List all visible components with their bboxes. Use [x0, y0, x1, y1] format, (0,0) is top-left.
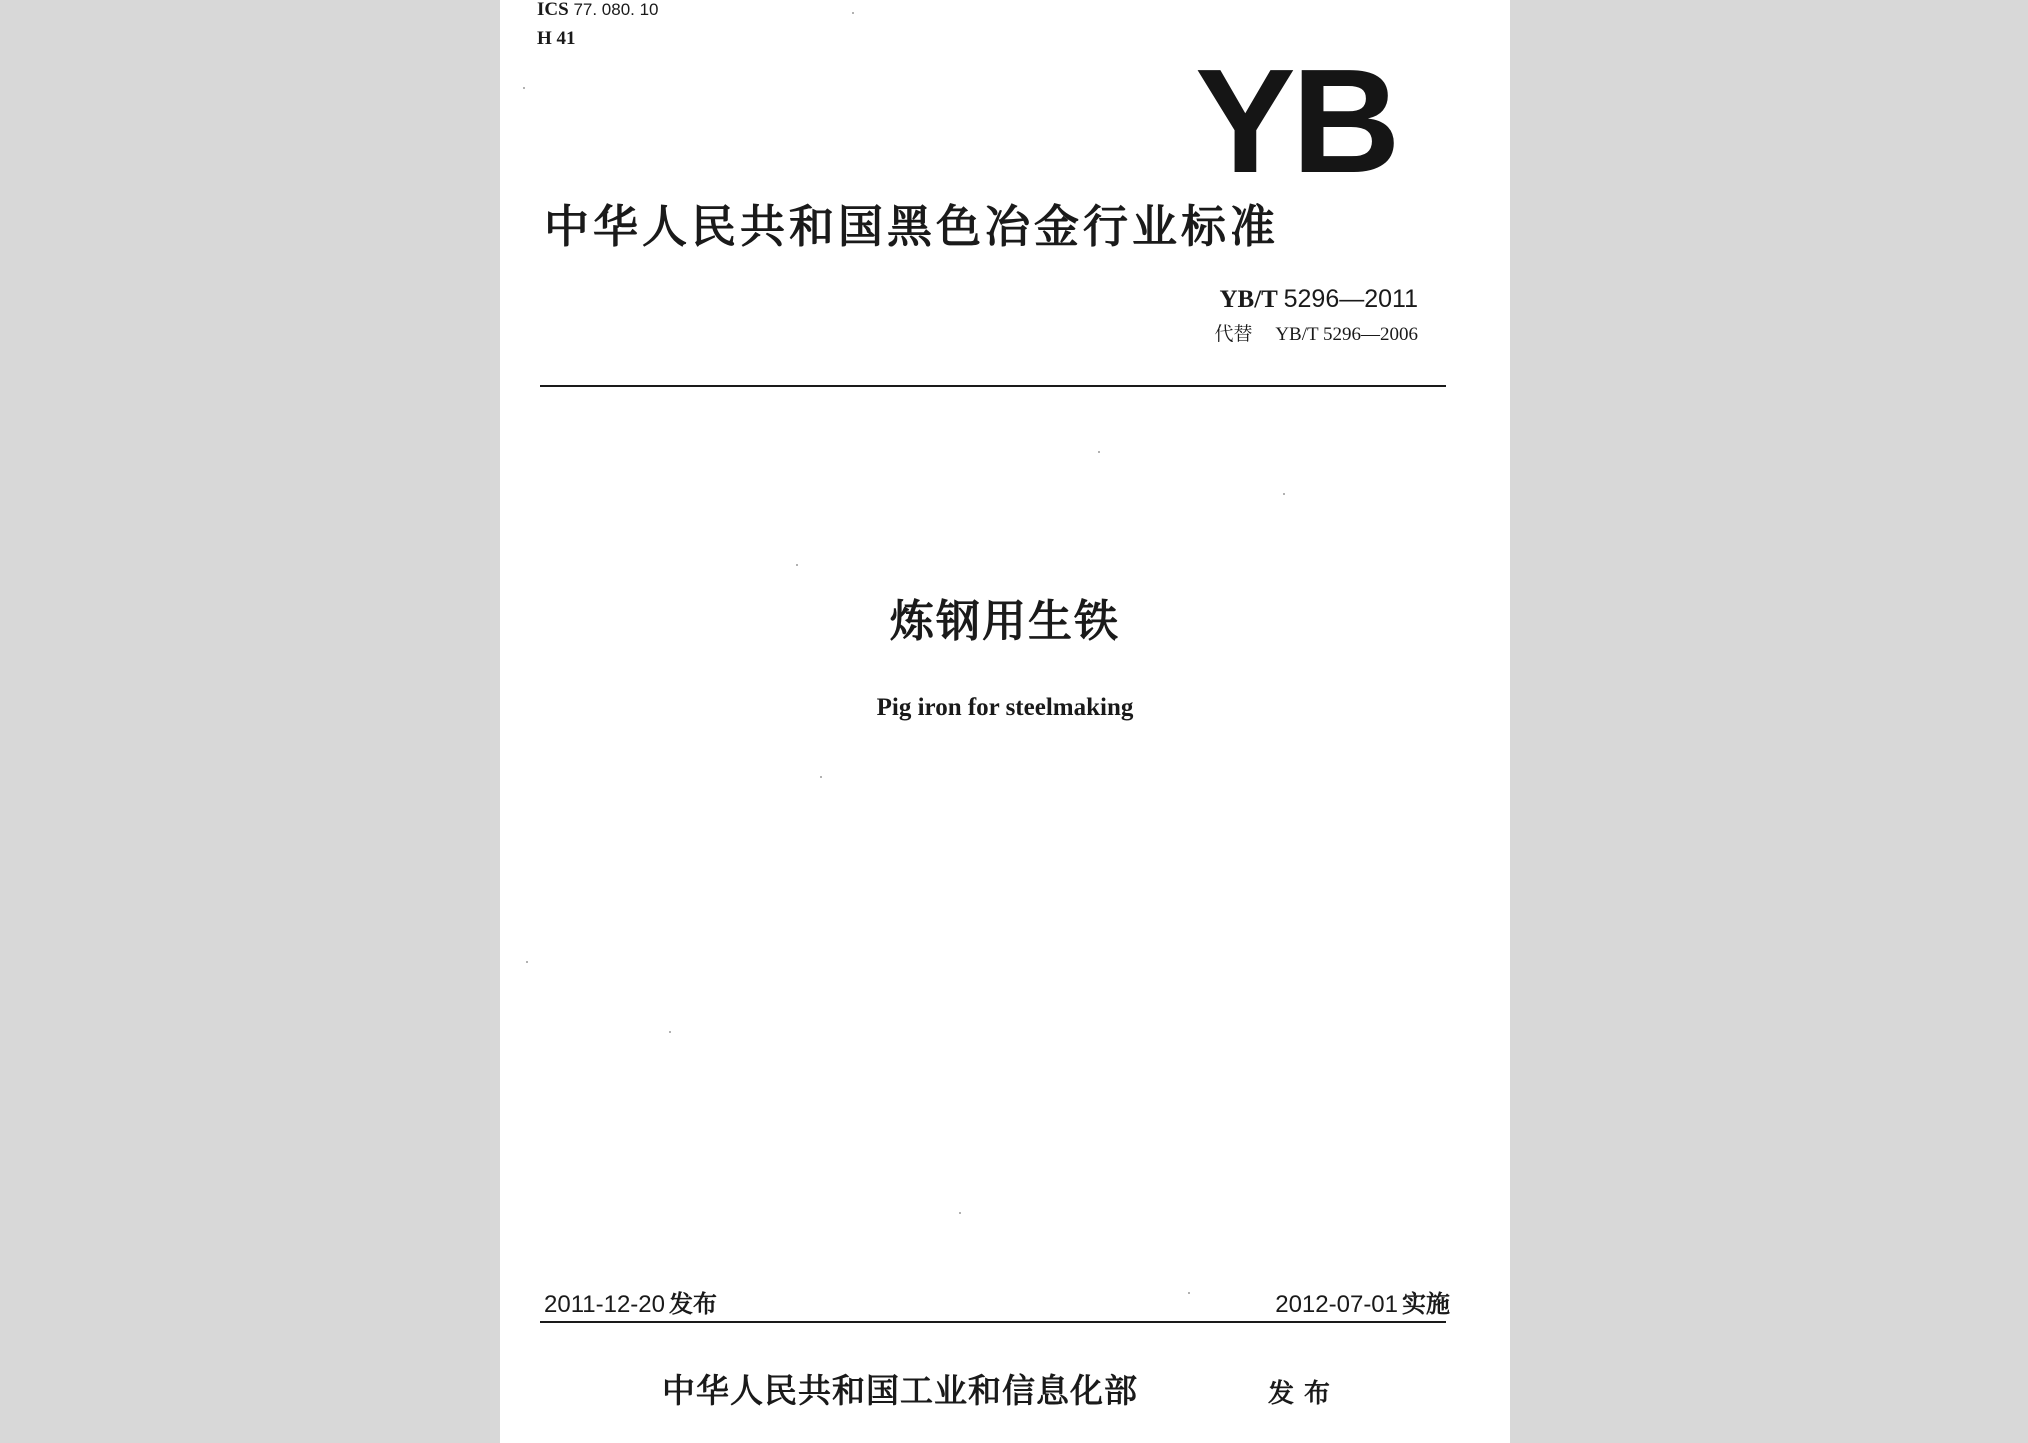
header-divider: [540, 385, 1446, 387]
standard-number: [1219, 287, 1418, 312]
yb-logo: YB: [1195, 39, 1397, 204]
scan-speck: [820, 776, 822, 778]
replaced-standard-number: YB/T 5296—2006: [1275, 324, 1418, 345]
effective-date: [1275, 1292, 1450, 1317]
standard-number-prefix: YB/T: [1219, 286, 1278, 313]
footer-divider: [540, 1321, 1446, 1323]
document-title-chinese: 炼钢用生铁: [890, 596, 1120, 647]
effective-word: 实施: [1402, 1290, 1450, 1318]
standard-cover-page: [500, 0, 1510, 1443]
scan-speck: [1283, 493, 1285, 495]
publish-word: 发布: [1268, 1379, 1341, 1409]
replaces-label: 代替: [1214, 323, 1253, 345]
ics-number: 77. 080. 10: [573, 0, 659, 19]
classification-code: H 41: [537, 28, 576, 49]
publisher-name: 中华人民共和国工业和信息化部: [662, 1371, 1138, 1410]
industry-standard-title: 中华人民共和国黑色冶金行业标准: [544, 200, 1280, 253]
scan-speck: [523, 87, 525, 89]
standard-number-digits: 5296—2011: [1283, 285, 1418, 313]
scan-speck: [796, 564, 798, 566]
scan-speck: [669, 1031, 671, 1033]
ics-label: ICS: [537, 0, 569, 20]
scan-speck: [1098, 451, 1100, 453]
issue-date: [544, 1292, 717, 1317]
effective-date-value: 2012-07-01: [1275, 1291, 1398, 1318]
replaces-line: [1215, 325, 1418, 344]
scan-speck: [1188, 1292, 1190, 1294]
document-title-english: Pig iron for steelmaking: [876, 694, 1134, 721]
scan-speck: [959, 1212, 961, 1214]
issue-date-value: 2011-12-20: [544, 1291, 665, 1318]
ics-code: [537, 0, 659, 19]
scan-speck: [526, 961, 528, 963]
issue-word: 发布: [668, 1290, 717, 1318]
scan-speck: [852, 12, 854, 14]
